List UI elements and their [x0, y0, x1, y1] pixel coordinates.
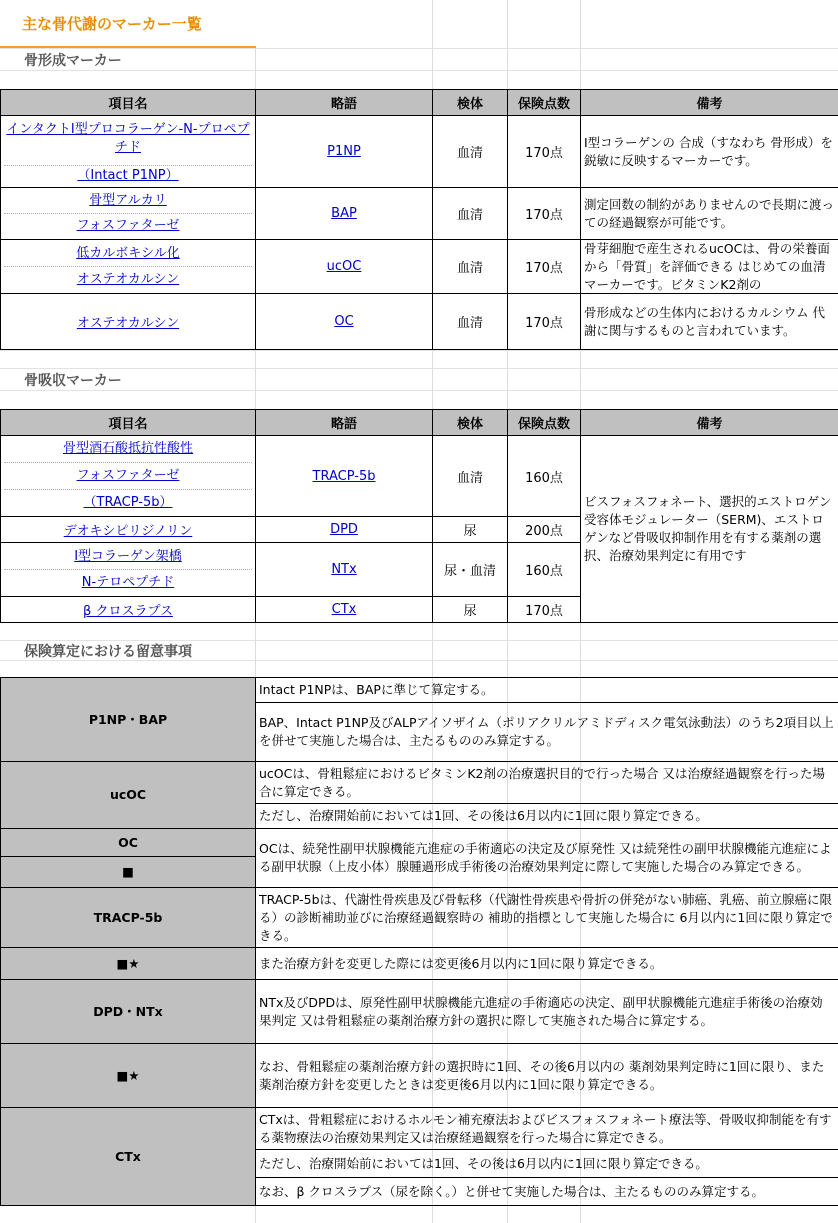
insurance-label: CTx	[1, 1108, 256, 1206]
item-link[interactable]: 骨型アルカリ	[89, 193, 167, 208]
insurance-label: ■★	[1, 948, 256, 980]
insurance-text: OCは、続発性副甲状腺機能亢進症の手術適応の決定及び原発性 又は続発性の副甲状腺機能亢進症による副甲状腺（上皮小体）腺腫過形成手術後の治療効果判定に際して実施した場合のみ算定できる。	[256, 829, 838, 888]
item-link[interactable]: フォスファターゼ	[4, 213, 252, 238]
header-points: 保険点数	[508, 90, 581, 116]
points: 200点	[508, 517, 581, 543]
item-link[interactable]: 低カルボキシル化	[76, 246, 180, 261]
table-row	[1, 240, 838, 294]
insurance-text: ucOCは、骨粗鬆症におけるビタミンK2剤の治療選択目的で行った場合 又は治療経過観察を行った場合に算定できる。	[256, 762, 838, 804]
item-link[interactable]: フォスファターゼ	[4, 462, 252, 489]
note: 骨形成などの生体内におけるカルシウム 代謝に関与するものと言われています。	[581, 294, 838, 350]
abbr-link[interactable]: CTx	[331, 602, 357, 617]
abbr-link[interactable]: DPD	[330, 522, 358, 537]
table-row	[1, 436, 838, 517]
specimen: 血清	[433, 188, 508, 240]
specimen: 血清	[433, 240, 508, 294]
insurance-text: なお、β クロスラプス（尿を除く。）と併せて実施した場合は、主たるもののみ算定する。	[256, 1178, 838, 1206]
header-abbr: 略語	[256, 90, 433, 116]
header-item: 項目名	[1, 410, 256, 436]
page-title: 主な骨代謝のマーカー一覧	[0, 0, 256, 48]
table-row	[1, 188, 838, 240]
insurance-label: DPD・NTx	[1, 980, 256, 1044]
item-link[interactable]: インタクトI型プロコラーゲン-N-プロペプチド	[6, 122, 250, 155]
points: 170点	[508, 597, 581, 623]
insurance-label: P1NP・BAP	[1, 678, 256, 762]
note: 測定回数の制約がありませんので長期に渡っての経過観察が可能です。	[581, 188, 838, 240]
abbr-link[interactable]: NTx	[331, 562, 357, 577]
item-name	[1, 116, 256, 188]
insurance-text: なお、骨粗鬆症の薬剤治療方針の選択時に1回、その後6月以内の 薬剤効果判定時に1回に限り、また薬剤治療方針を変更したときは変更後6月以内に1回に限り算定できる。	[256, 1044, 838, 1108]
header-specimen: 検体	[433, 90, 508, 116]
points: 170点	[508, 294, 581, 350]
insurance-text: ただし、治療開始前においては1回、その後は6月以内に1回に限り算定できる。	[256, 804, 838, 829]
insurance-label: TRACP-5b	[1, 888, 256, 948]
item-name	[1, 188, 256, 240]
resorption-note: ビスフォスフォネート、選択的エストロゲン受容体モジュレーター（SERM)、エストロゲンなど骨吸収抑制作用を有する薬剤の選択、治療効果判定に有用です	[581, 436, 838, 623]
points: 170点	[508, 116, 581, 188]
section-insurance: 保険算定における留意事項	[24, 644, 192, 660]
abbr-link[interactable]: TRACP-5b	[312, 468, 376, 484]
note: I型コラーゲンの 合成（すなわち 骨形成）を鋭敏に反映するマーカーです。	[581, 116, 838, 188]
header-note: 備考	[581, 410, 838, 436]
insurance-label: OC	[1, 829, 256, 857]
abbr-link[interactable]: OC	[334, 314, 354, 329]
insurance-text: BAP、Intact P1NP及びALPアイソザイム（ポリアクリルアミドディスク電気泳動法）のうち2項目以上を併せて実施した場合は、主たるもののみ算定する。	[256, 703, 838, 762]
insurance-text: Intact P1NPは、BAPに準じて算定する。	[256, 678, 838, 703]
item-name	[1, 543, 256, 597]
item-link[interactable]: オステオカルシン	[76, 316, 180, 331]
header-abbr: 略語	[256, 410, 433, 436]
header-specimen: 検体	[433, 410, 508, 436]
item-link[interactable]: β クロスラプス	[83, 604, 173, 619]
points: 170点	[508, 188, 581, 240]
specimen: 尿	[433, 517, 508, 543]
abbr-link[interactable]: P1NP	[327, 144, 361, 159]
item-link[interactable]: 骨型酒石酸抵抗性酸性	[62, 441, 193, 456]
item-link[interactable]: オステオカルシン	[4, 266, 252, 292]
insurance-text: また治療方針を変更した際には変更後6月以内に1回に限り算定できる。	[256, 948, 838, 980]
specimen: 血清	[433, 116, 508, 188]
specimen: 血清	[433, 436, 508, 517]
item-name	[1, 240, 256, 294]
insurance-label: ■★	[1, 1044, 256, 1108]
specimen: 血清	[433, 294, 508, 350]
insurance-text: NTx及びDPDは、原発性副甲状腺機能亢進症の手術適応の決定、副甲状腺機能亢進症手術後の治療効果判定 又は骨粗鬆症の薬剤治療方針の選択に際して実施された場合に算定する。	[256, 980, 838, 1044]
item-name	[1, 436, 256, 517]
section-resorption: 骨吸収マーカー	[24, 373, 122, 389]
item-link[interactable]: I型コラーゲン架橋	[74, 549, 182, 564]
item-link[interactable]: （Intact P1NP）	[4, 165, 252, 186]
insurance-table	[0, 677, 838, 1206]
item-link[interactable]: デオキシピリジノリン	[63, 524, 193, 539]
insurance-label: ■	[1, 857, 256, 888]
insurance-label: ucOC	[1, 762, 256, 829]
specimen: 尿・血清	[433, 543, 508, 597]
insurance-text: TRACP-5bは、代謝性骨疾患及び骨転移（代謝性骨疾患や骨折の併発がない肺癌、乳癌、前立腺癌に限る）の診断補助並びに治療経過観察時の 補助的指標として実施した場合に 6月以内に1回に限り算定できる。	[256, 888, 838, 948]
header-note: 備考	[581, 90, 838, 116]
table-row	[1, 294, 838, 350]
points: 160点	[508, 436, 581, 517]
abbr-link[interactable]: ucOC	[326, 259, 362, 274]
abbr-link[interactable]: BAP	[331, 206, 357, 221]
insurance-text: ただし、治療開始前においては1回、その後は6月以内に1回に限り算定できる。	[256, 1150, 838, 1178]
formation-table	[0, 89, 838, 350]
header-points: 保険点数	[508, 410, 581, 436]
note: 骨芽細胞で産生されるucOCは、骨の栄養面から「骨質」を評価できる はじめての血清マーカーです。ビタミンK2剤の	[581, 240, 838, 294]
resorption-table	[0, 409, 838, 623]
section-formation: 骨形成マーカー	[24, 53, 122, 69]
points: 160点	[508, 543, 581, 597]
table-row	[1, 116, 838, 188]
item-link[interactable]: （TRACP-5b）	[4, 489, 252, 516]
item-link[interactable]: N-テロペプチド	[4, 569, 252, 595]
insurance-text: CTxは、骨粗鬆症におけるホルモン補充療法およびビスフォスフォネート療法等、骨吸収抑制能を有する薬物療法の治療効果判定又は治療経過観察を行った場合に算定できる。	[256, 1108, 838, 1150]
header-item: 項目名	[1, 90, 256, 116]
specimen: 尿	[433, 597, 508, 623]
points: 170点	[508, 240, 581, 294]
